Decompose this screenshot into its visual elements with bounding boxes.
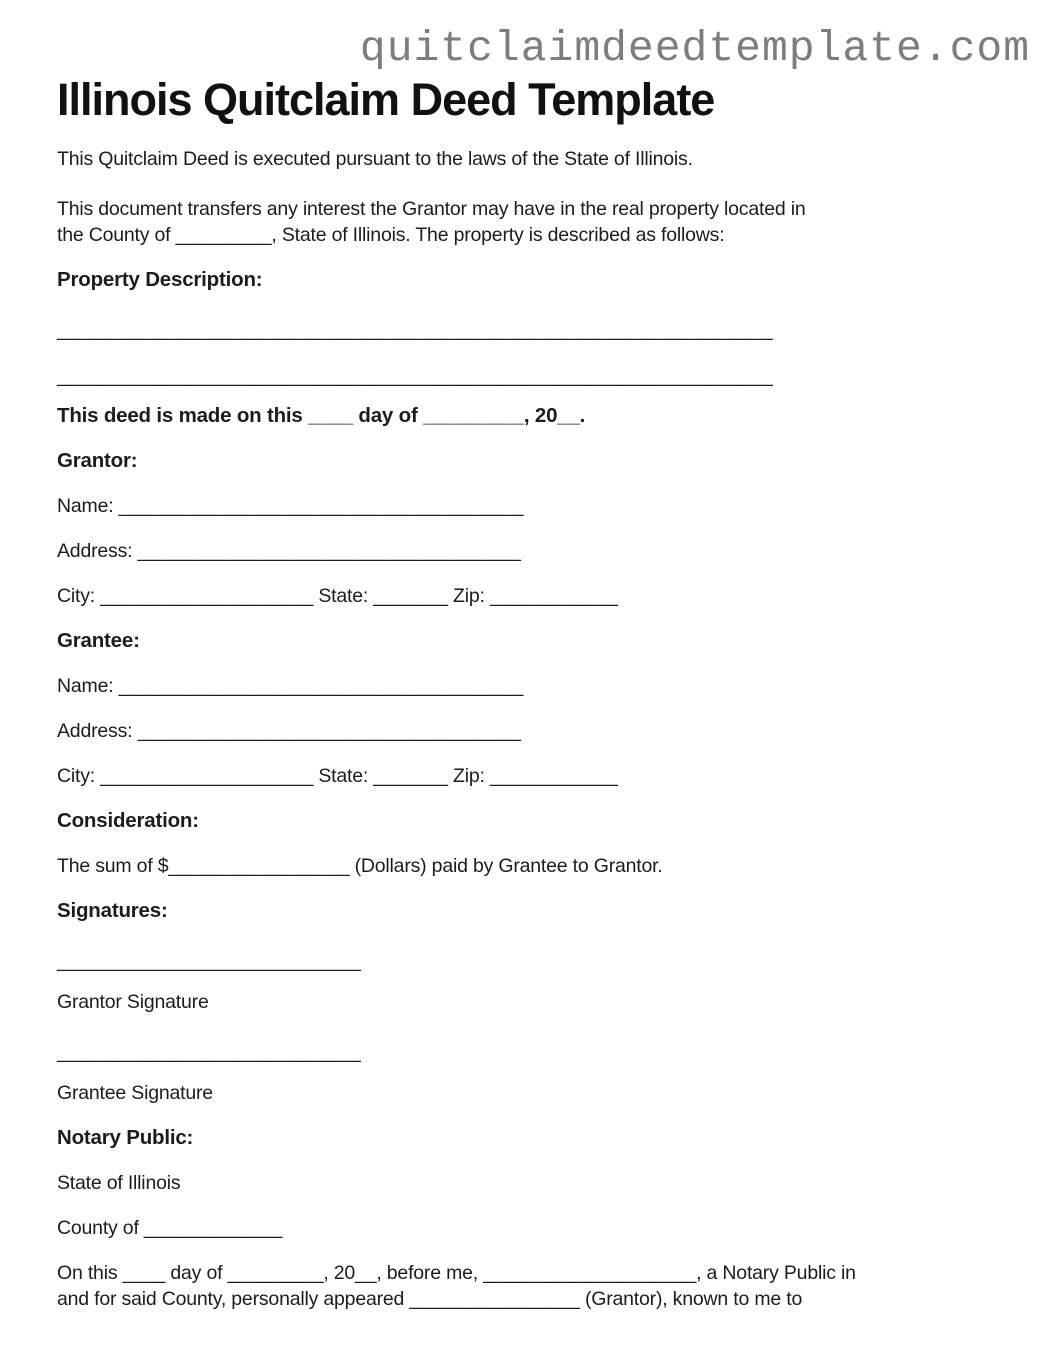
grantee-heading: Grantee: <box>57 629 140 652</box>
grantee-signature-label: Grantee Signature <box>57 1082 213 1104</box>
grantor-signature-label: Grantor Signature <box>57 991 209 1013</box>
notary-acknowledgment-paragraph <box>57 1260 1030 1312</box>
grantee-address-line: Address: ____________________________________ <box>57 720 521 742</box>
grantor-city-state-zip-line: City: ____________________ State: _______ Zip: ____________ <box>57 585 618 607</box>
deed-date-line: This deed is made on this ____ day of _________, 20__. <box>57 404 586 427</box>
page-title: Illinois Quitclaim Deed Template <box>57 74 715 125</box>
notary-county-line: County of _____________ <box>57 1217 283 1239</box>
grantor-heading: Grantor: <box>57 449 138 472</box>
transfer-paragraph-line1: This document transfers any interest the Grantor may have in the real property located in <box>57 198 806 220</box>
signatures-heading: Signatures: <box>57 899 168 922</box>
notary-acknowledgment-line1: On this ____ day of _________, 20__, before me, ____________________, a Notary Public in <box>57 1262 856 1284</box>
notary-acknowledgment-line2: and for said County, personally appeared ________________ (Grantor), known to me to <box>57 1288 803 1310</box>
grantee-name-line: Name: ______________________________________ <box>57 675 524 697</box>
notary-state-line: State of Illinois <box>57 1172 181 1194</box>
property-description-heading: Property Description: <box>57 268 263 291</box>
consideration-sum-line: The sum of $_________________ (Dollars) paid by Grantee to Grantor. <box>57 855 663 877</box>
property-description-blank-line-1: __________________________________________________________________ <box>57 319 773 341</box>
consideration-heading: Consideration: <box>57 809 199 832</box>
grantor-address-line: Address: ____________________________________ <box>57 540 521 562</box>
property-description-blank-line-2: __________________________________________________________________ <box>57 365 773 387</box>
watermark: quitclaimdeedtemplate.com <box>359 24 1030 73</box>
grantor-name-line: Name: ______________________________________ <box>57 495 524 517</box>
transfer-paragraph <box>57 196 1030 248</box>
grantee-signature-line: ____________________________ <box>57 1041 361 1063</box>
grantee-city-state-zip-line: City: ____________________ State: _______ Zip: ____________ <box>57 765 618 787</box>
notary-public-heading: Notary Public: <box>57 1126 194 1149</box>
intro-paragraph: This Quitclaim Deed is executed pursuant to the laws of the State of Illinois. <box>57 148 693 170</box>
transfer-paragraph-line2: the County of _________, State of Illinois. The property is described as follows: <box>57 224 725 246</box>
grantor-signature-line: ____________________________ <box>57 950 361 972</box>
